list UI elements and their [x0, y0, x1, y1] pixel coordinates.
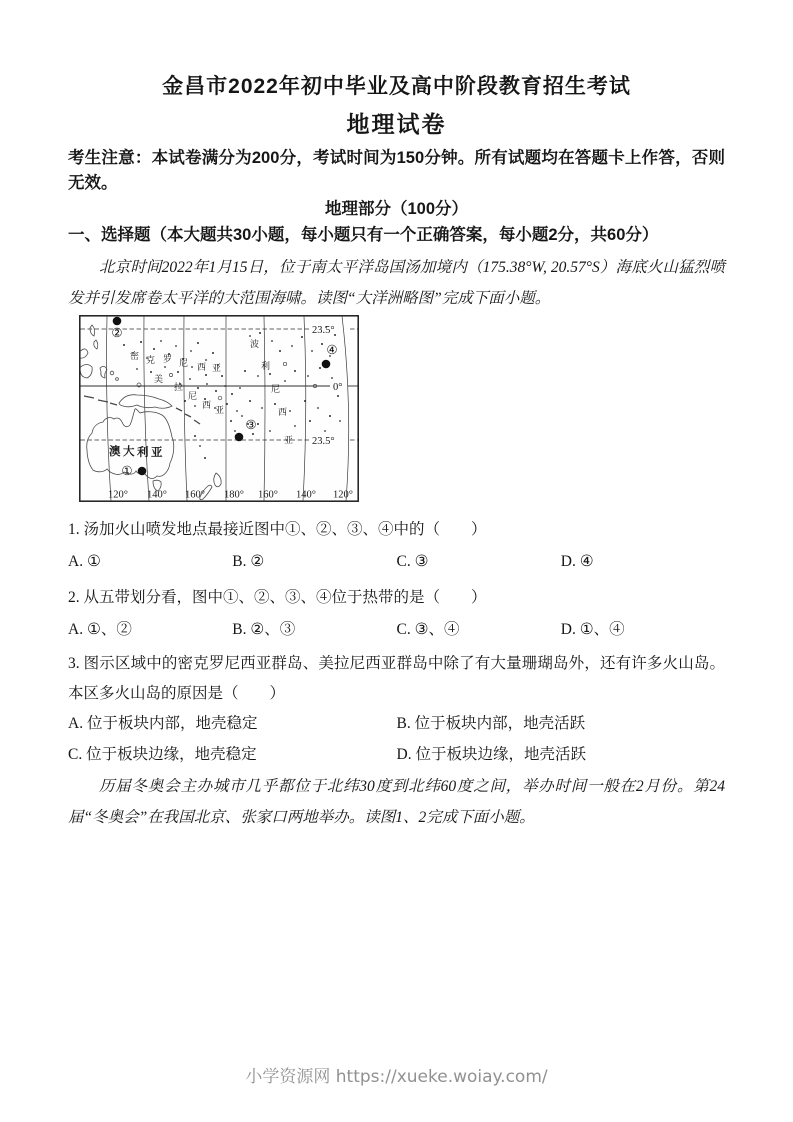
question-1-option-d: D. ④: [560, 553, 594, 570]
question-3-option-d: D. 位于板块边缘，地壳活跃: [396, 746, 586, 763]
point-3-dot: [235, 433, 244, 442]
intro-paragraph-volcano: 北京时间2022年1月15日，位于南太平洋岛国汤加境内（175.38°W, 20.57°S）海底火山猛烈喷发并引发席卷太平洋的大范围海啸。读图“大洋洲略图”完成下面小题。: [68, 259, 725, 307]
question-3-number: 3.: [68, 655, 80, 672]
question-2-option-c: C. ③、④: [396, 621, 460, 638]
question-2-text: 从五带划分看，图中①、②、③、④位于热带的是（ ）: [83, 589, 487, 606]
intro-paragraph-olympics: 历届冬奥会主办城市几乎都位于北纬30度到北纬60度之间，举办时间一般在2月份。第24届“冬奥会”在我国北京、张家口两地举办。读图1、2完成下面小题。: [68, 778, 725, 826]
point-4-label: ④: [326, 343, 338, 357]
question-3-option-c: C. 位于板块边缘，地壳稳定: [68, 746, 257, 763]
map-label-melanesia: 美拉尼 西 亚: [154, 374, 225, 415]
exam-title: 金昌市2022年初中毕业及高中阶段教育招生考试: [162, 75, 631, 98]
question-2-option-b: B. ②、③: [232, 621, 296, 638]
question-1-number: 1.: [68, 521, 80, 538]
lat-tick-cancer: 23.5°: [312, 325, 335, 336]
part1-heading: 一、选择题（本大题共30小题，每小题只有一个正确答案，每小题2分，共60分）: [68, 226, 659, 244]
question-2: [68, 585, 725, 641]
question-1-option-c: C. ③: [396, 553, 429, 570]
lon-tick-3: 160°: [185, 489, 205, 501]
question-3: [68, 649, 725, 766]
oceania-sketch-map: [79, 314, 725, 503]
footer-watermark: 小学资源网 https://xueke.woiay.com/: [245, 1067, 548, 1087]
point-1-dot: [138, 467, 147, 476]
question-2-number: 2.: [68, 589, 80, 606]
lon-tick-4: 180°: [224, 489, 244, 501]
point-3-label: ③: [245, 418, 257, 432]
question-2-options: [68, 619, 725, 641]
lon-tick-2: 140°: [147, 489, 167, 501]
question-3-text: 图示区域中的密克罗尼西亚群岛、美拉尼西亚群岛中除了有大量珊瑚岛外，还有许多火山岛。本区多火山岛的原因是（ ）: [68, 655, 725, 702]
exam-subject: 地理试卷: [346, 111, 447, 137]
lon-tick-5: 160°: [258, 489, 278, 501]
lat-tick-equator: 0°: [333, 382, 343, 393]
section-heading: 地理部分（100分）: [324, 200, 469, 218]
map-label-polynesia: 波利尼 西亚: [250, 339, 294, 445]
question-3-option-a: A. 位于板块内部，地壳稳定: [68, 715, 258, 732]
question-1: [68, 517, 725, 573]
question-3-option-b: B. 位于板块内部，地壳活跃: [396, 715, 586, 732]
map-label-micronesia: 密 克 罗 尼 西 亚: [130, 351, 222, 373]
question-1-option-a: A. ①: [68, 553, 101, 570]
map-label-australia: 澳 大 利 亚: [109, 446, 163, 459]
question-1-options: [68, 551, 725, 573]
question-2-option-d: D. ①、④: [560, 621, 625, 638]
lon-tick-1: 120°: [108, 489, 128, 501]
question-2-option-a: A. ①、②: [68, 621, 132, 638]
lon-tick-6: 140°: [296, 489, 316, 501]
point-2-label: ②: [111, 326, 123, 340]
point-1-label: ①: [121, 464, 133, 478]
question-1-text: 汤加火山喷发地点最接近图中①、②、③、④中的（ ）: [83, 521, 487, 538]
oceania-map-svg: [79, 314, 359, 503]
candidate-notice: 考生注意：本试卷满分为200分，考试时间为150分钟。所有试题均在答题卡上作答，否则无效。: [68, 149, 725, 192]
lon-tick-7: 120°: [333, 489, 353, 501]
lat-tick-capricorn: 23.5°: [312, 436, 335, 447]
point-2-dot: [113, 317, 122, 326]
question-1-option-b: B. ②: [232, 553, 265, 570]
question-3-options: [68, 713, 725, 766]
point-4-dot: [322, 360, 331, 369]
